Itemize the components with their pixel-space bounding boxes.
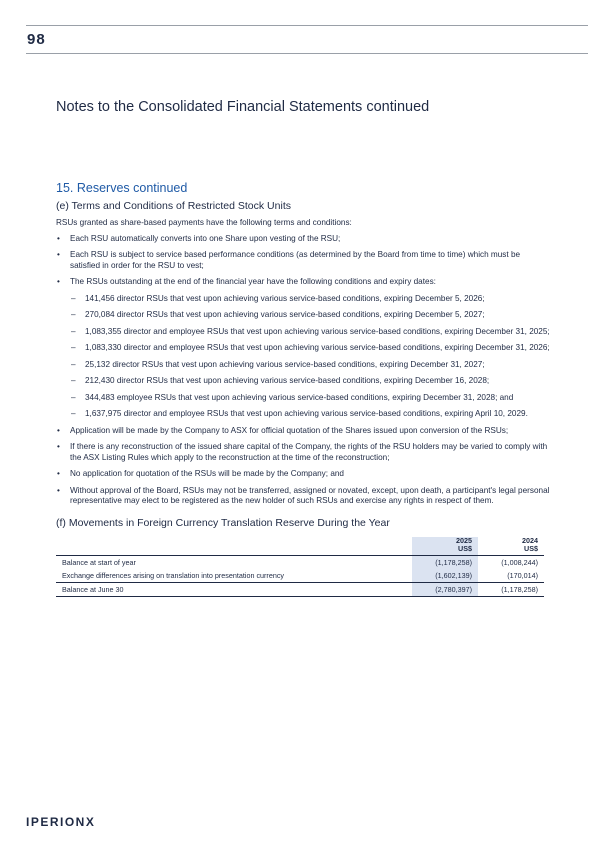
row-label: Balance at June 30: [56, 582, 412, 596]
row-label: Exchange differences arising on translation into presentation currency: [62, 570, 285, 580]
sub-list-item: – 344,483 employee RSUs that vest upon achieving various service-based conditions, expiring December 31, 2028; and: [70, 393, 551, 404]
table-row: [56, 555, 544, 569]
section-title: 15. Reserves continued: [56, 181, 188, 195]
list-item: • No application for quotation of the RSUs will be made by the Company; and: [56, 469, 551, 480]
sub-list-item: – 141,456 director RSUs that vest upon achieving various service-based conditions, expiring December 5, 2026;: [70, 294, 551, 305]
list-item: • Each RSU is subject to service based performance conditions (as determined by the Board from time to time) which must be satisfied in order for the RSU to vest;: [56, 250, 551, 271]
main-content: [56, 181, 551, 597]
sub-list-item: – 212,430 director RSUs that vest upon achieving various service-based conditions, expiring December 16, 2028;: [70, 376, 551, 387]
sub-list-item: – 270,084 director RSUs that vest upon achieving various service-based conditions, expiring December 5, 2027;: [70, 310, 551, 321]
value-2024: (170,014): [507, 570, 538, 580]
table-row-total: [56, 582, 544, 596]
col-2025-header: 2025 US$: [412, 537, 478, 556]
sub-list-item: – 1,637,975 director and employee RSUs that vest upon achieving various service-based conditions, expiring April 10, 2029.: [70, 409, 551, 420]
value-2024: (1,178,258): [478, 582, 544, 596]
list-item: • Application will be made by the Company to ASX for official quotation of the Shares issued upon conversion of the RSUs;: [56, 426, 551, 437]
value-2025: (2,780,397): [412, 582, 478, 596]
value-2025: (1,602,139): [412, 569, 478, 583]
label-header: [56, 537, 412, 556]
header-rule: [26, 53, 588, 54]
terms-list: [56, 234, 551, 507]
list-item: • If there is any reconstruction of the issued share capital of the Company, the rights of the RSU holders may be varied to comply with the ASX Listing Rules which apply to the reconstruction at the time of the reconstruction;: [56, 442, 551, 463]
list-item: • Without approval of the Board, RSUs may not be transferred, assigned or novated, except, upon death, a participant's legal personal representative may elect to be registered as the new holder of such RSUs and exercise any rights in respect of them.: [56, 486, 551, 507]
col-2024-header: 2024 US$: [522, 535, 538, 553]
list-item: • The RSUs outstanding at the end of the financial year have the following conditions and expiry dates: – 141,456 director RSUs that vest upon achieving various service-based conditions, expiring December 5, 2026; – 270,084 director RSUs that vest upon achieving various service-based conditions, expiring December 5, 2027; – 1,083,355 director and employee RSUs that vest upon achieving various service-based conditions, expiring December 31, 2025; – 1,083,330 director and employee RSUs that vest upon achieving various service-based conditions, expiring December 31, 2026; – 25,132 director RSUs that vest upon achieving various service-based conditions, expiring December 31, 2027; – 212,430 director RSUs that vest upon achieving various service-based conditions, expiring December 16, 2028; – 344,483 employee RSUs that vest upon achieving various service-based conditions, expiring December 31, 2028; and – 1,637,975 director and employee RSUs that vest upon achieving various service-based conditions, expiring April 10, 2029.: [56, 277, 551, 420]
table-header-row: [56, 537, 544, 556]
value-2024: (1,008,244): [478, 555, 544, 569]
row-label: Balance at start of year: [56, 555, 412, 569]
fx-reserve-table: [56, 537, 544, 597]
subsection-f-title: (f) Movements in Foreign Currency Translation Reserve During the Year: [56, 516, 390, 529]
subsection-e-title: (e) Terms and Conditions of Restricted Stock Units: [56, 200, 291, 212]
sub-list-item: – 25,132 director RSUs that vest upon achieving various service-based conditions, expiring December 31, 2027;: [70, 360, 551, 371]
sub-list-item: – 1,083,355 director and employee RSUs that vest upon achieving various service-based conditions, expiring December 31, 2025;: [70, 327, 551, 338]
page-title: Notes to the Consolidated Financial Statements continued: [56, 99, 430, 115]
intro-text: RSUs granted as share-based payments have the following terms and conditions:: [56, 218, 352, 227]
page-number: 98: [27, 31, 46, 48]
table-row: [56, 569, 544, 583]
list-item: • Each RSU automatically converts into one Share upon vesting of the RSU;: [56, 234, 551, 245]
sub-list-item: – 1,083,330 director and employee RSUs that vest upon achieving various service-based conditions, expiring December 31, 2026;: [70, 343, 551, 354]
top-rule: [26, 25, 588, 26]
rsu-outstanding-list: [70, 294, 551, 420]
value-2025: (1,178,258): [412, 555, 478, 569]
company-logo: IPERIONX: [26, 815, 96, 829]
